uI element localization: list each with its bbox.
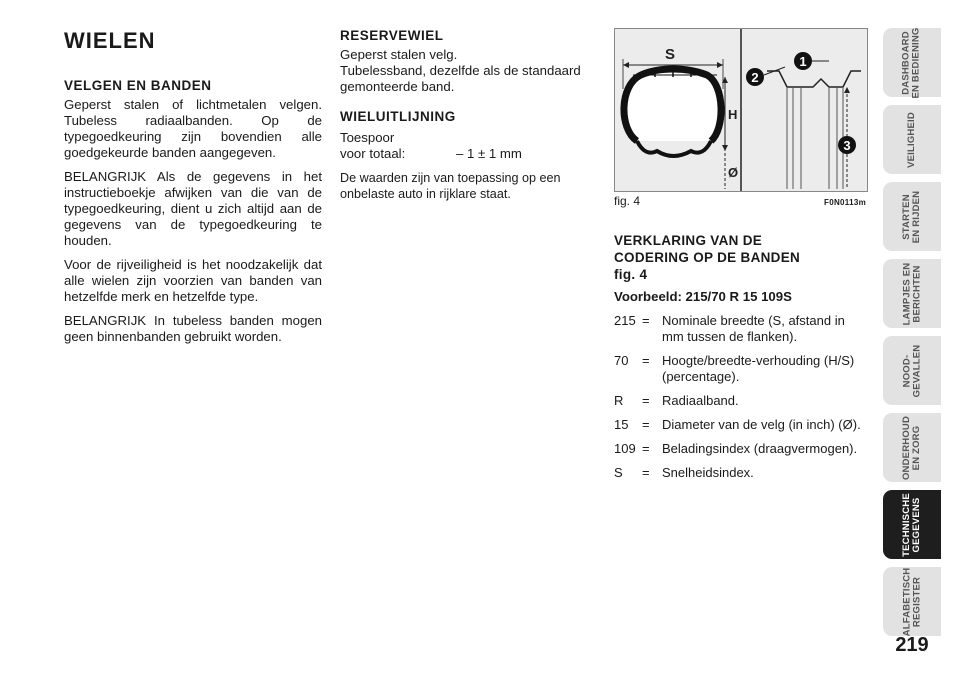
legend-row [614, 417, 868, 433]
chapter-tab[interactable] [883, 336, 941, 405]
chapter-tab-line1: TECHNISCHE [901, 492, 913, 557]
chapter-tab[interactable] [883, 413, 941, 482]
chapter-tab[interactable] [883, 567, 941, 636]
chapter-tab-line2: REGISTER [911, 576, 923, 627]
column-wheels [64, 28, 322, 353]
chapter-tab-line2: GEVALLEN [911, 344, 922, 397]
marker-3: 3 [843, 138, 851, 153]
chapter-tab-line1: ONDERHOUD [901, 415, 912, 480]
chapter-tab-line1: LAMPJES EN [901, 262, 912, 325]
chapter-tab-line2: EN BEDIENING [911, 26, 922, 99]
chapter-tab[interactable] [883, 182, 941, 251]
legend-code: 70 [614, 353, 629, 368]
legend-code: 109 [614, 441, 636, 456]
page-number: 219 [895, 634, 929, 656]
legend-row [614, 441, 868, 457]
chapter-tab-line2: EN ZORG [911, 425, 922, 470]
chapter-tab-line2: EN RIJDEN [910, 190, 922, 243]
legend-heading [614, 232, 868, 283]
legend-example: Voorbeeld: 215/70 R 15 109S [614, 289, 792, 304]
chapter-tabs [883, 28, 941, 644]
chapter-tab-label [902, 262, 922, 325]
tyre-diagram-svg [615, 29, 867, 191]
chapter-tab-label [902, 190, 922, 242]
spare-line-1: Geperst stalen velg. [340, 47, 458, 62]
figure-label: fig. 4 [614, 194, 641, 208]
legend-equals: = [642, 313, 650, 328]
chapter-tab-line1: STARTEN [900, 193, 912, 240]
chapter-tab-label [902, 493, 922, 557]
toe-row-2 [340, 146, 592, 162]
chapter-tab[interactable] [883, 490, 941, 559]
chapter-tab-line1: DASHBOARD [901, 30, 912, 95]
chapter-tab-label [902, 567, 922, 636]
chapter-tab-line2: BERICHTEN [911, 264, 922, 323]
chapter-tab-label [907, 112, 917, 168]
toe-value: – 1 ± 1 mm [456, 146, 522, 161]
legend-description: Beladingsindex (draagvermogen). [662, 441, 858, 456]
legend-row [614, 353, 868, 385]
legend-code: R [614, 393, 624, 408]
marker-2: 2 [751, 70, 759, 85]
legend-equals: = [642, 465, 650, 480]
toe-row-1 [340, 130, 592, 146]
chapter-tab-line1: ALFABETISCH [901, 567, 913, 636]
chapter-tab[interactable] [883, 28, 941, 97]
legend-row [614, 313, 868, 345]
paragraph-important-typeapproval: BELANGRIJK Als de gegevens in het instructieboekje afwijken van die van de typegoedkeuring, dient u zich altijd aan de gegevens van de typegoedkeuring te houden. [64, 169, 322, 248]
section-heading-spare-wheel: RESERVEWIEL [340, 28, 444, 43]
figure-caption [614, 194, 866, 208]
legend-equals: = [642, 393, 650, 408]
marker-s: S [665, 46, 676, 63]
tyre-coding-legend [614, 232, 868, 481]
legend-description: Radiaalband. [662, 393, 739, 408]
legend-description: Nominale breedte (S, afstand in mm tussen de flanken). [662, 313, 845, 344]
legend-code: S [614, 465, 623, 480]
legend-equals: = [642, 417, 650, 432]
chapter-tab-label [902, 415, 922, 479]
chapter-tab-line1: NOOD- [901, 354, 912, 387]
column-tyre-coding [614, 28, 868, 489]
chapter-tab[interactable] [883, 105, 941, 174]
chapter-tab-line2: GEGEVENS [911, 497, 923, 552]
chapter-tab-label [902, 344, 922, 397]
paragraph-rims: Geperst stalen of lichtmetalen velgen. Tubeless radiaalbanden. Op de typegoedkeuring zijn bovendien alle goedgekeurde banden aangegeven. [64, 97, 322, 160]
marker-diameter: Ø [728, 165, 739, 180]
legend-row [614, 393, 868, 409]
page-title: WIELEN [64, 28, 156, 53]
legend-equals: = [642, 441, 650, 456]
marker-1: 1 [799, 54, 807, 69]
legend-heading-line2: CODERING OP DE BANDEN [614, 250, 801, 265]
legend-heading-line3: fig. 4 [614, 267, 648, 282]
toe-total-label: voor totaal: [340, 146, 406, 161]
chapter-tab-line1: VEILIGHEID [906, 111, 917, 168]
figure-code: F0N0113m [824, 198, 866, 207]
legend-description: Snelheidsindex. [662, 465, 754, 480]
legend-code: 215 [614, 313, 636, 328]
chapter-tab[interactable] [883, 259, 941, 328]
paragraph-no-inner-tubes: BELANGRIJK In tubeless banden mogen geen binnenbanden gebruikt worden. [64, 313, 322, 344]
paragraph-same-brand: Voor de rijveiligheid is het noodzakelijk dat alle wielen zijn voorzien van banden van hetzelfde merk en hetzelfde type. [64, 257, 322, 304]
alignment-note: De waarden zijn van toepassing op een onbelaste auto in rijklare staat. [340, 171, 561, 201]
column-spare-alignment [340, 28, 592, 210]
legend-heading-line1: VERKLARING VAN DE [614, 233, 763, 248]
legend-row [614, 465, 868, 481]
legend-equals: = [642, 353, 650, 368]
section-heading-rims-tyres: VELGEN EN BANDEN [64, 78, 212, 93]
chapter-tab-label [902, 27, 922, 98]
marker-h: H [728, 107, 738, 122]
spare-line-2: Tubelessband, dezelfde als de standaard gemonteerde band. [340, 63, 581, 94]
legend-description: Hoogte/breedte-verhouding (H/S) (percentage). [662, 353, 855, 384]
legend-rows [614, 313, 868, 481]
tyre-diagram [614, 28, 868, 192]
toe-label: Toespoor [340, 130, 395, 145]
legend-description: Diameter van de velg (in inch) (Ø). [662, 417, 861, 432]
legend-code: 15 [614, 417, 629, 432]
section-heading-alignment: WIELUITLIJNING [340, 109, 456, 124]
